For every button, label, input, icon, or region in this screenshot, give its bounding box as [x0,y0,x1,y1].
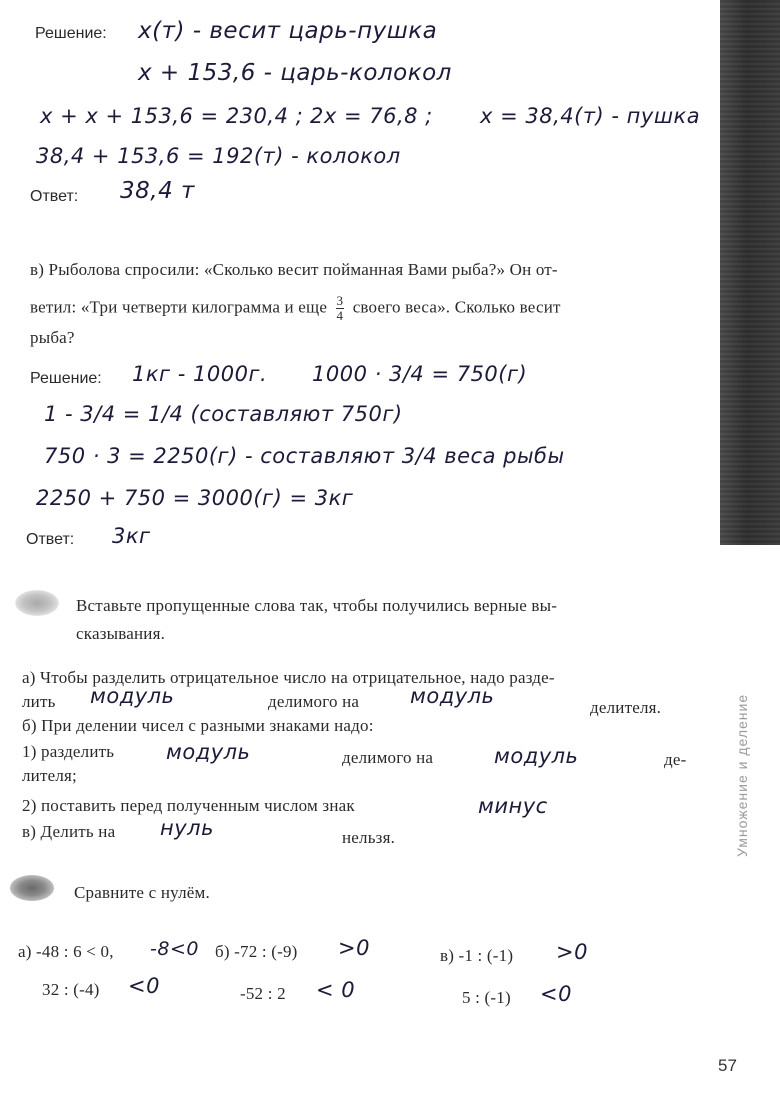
compare-row2-a-hand: <0 [128,974,160,998]
handwritten-b-line4: 38,4 + 153,6 = 192(т) - колокол [36,144,401,168]
fill-c-answer: нуль [160,816,214,840]
compare-b-hand: >0 [338,936,370,960]
fill-instruction-line1: Вставьте пропущенные слова так, чтобы получились верные вы- [76,596,558,615]
compare-row2-b-expr: -52 : 2 [240,984,286,1003]
fill-b1-start: 1) разделить [22,742,115,761]
compare-row2-a-expr: 32 : (-4) [42,980,100,999]
solution-label-b: Решение: [35,25,107,42]
task-number-icon-2 [10,875,54,901]
page-number: 57 [718,1056,737,1075]
answer-label-b: Ответ: [30,188,79,205]
fill-b1-cont: лителя; [22,766,77,785]
fill-c-start: в) Делить на [22,822,116,841]
fill-b1-end: де- [664,750,687,769]
problem-c-text-line2-start: ветил: «Три четверти килограмма и еще [30,297,328,317]
compare-b-expr: б) -72 : (-9) [215,942,298,961]
compare-a-expr: а) -48 : 6 < 0, [18,942,114,961]
fill-b2-start: 2) поставить перед полученным числом знак [22,796,355,815]
chapter-side-text: Умножение и деление [734,693,750,857]
fill-b-line: б) При делении чисел с разными знаками надо: [22,716,374,735]
problem-c-text-line2 [30,294,561,323]
handwritten-b-line3c: x = 38,4(т) - пушка [480,104,701,128]
compare-c-expr: в) -1 : (-1) [440,946,514,965]
fill-b1-answer1: модуль [166,740,251,764]
fill-a-end: делителя. [590,698,662,717]
handwritten-c-sol3: 750 · 3 = 2250(г) - составляют 3/4 веса рыбы [44,444,565,468]
fraction-numerator: 3 [336,293,344,308]
fill-c-end: нельзя. [342,828,396,847]
compare-c-hand: >0 [556,940,588,964]
answer-label-c: Ответ: [26,531,75,548]
fraction-denominator: 4 [336,308,344,323]
fill-instruction-line2: сказывания. [76,624,166,643]
fill-b1-answer2: модуль [494,744,579,768]
compare-row2-c-hand: <0 [540,982,572,1006]
handwritten-c-sol1b: 1000 · 3/4 = 750(г) [312,362,528,386]
fill-a-answer1: модуль [90,684,175,708]
problem-c-text-line2-end: своего веса». Сколько весит [352,297,561,317]
fraction-three-quarters [336,294,345,323]
task-number-icon [15,590,59,616]
compare-row2-c-expr: 5 : (-1) [462,988,511,1007]
fill-b2-answer: минус [478,794,548,818]
solution-label-c: Решение: [30,370,102,387]
handwritten-b-line3a: x + x + 153,6 = 230,4 ; [40,104,304,128]
page-edge-strip [720,0,780,545]
fill-a-mid: делимого на [268,692,360,711]
compare-row2-b-hand: < 0 [316,978,356,1002]
problem-c-text-line1: в) Рыболова спросили: «Сколько весит пойманная Вами рыба?» Он от- [30,260,558,279]
handwritten-b-answer: 38,4 т [120,178,195,204]
handwritten-c-answer: 3кг [112,524,151,548]
fill-b1-mid: делимого на [342,748,434,767]
handwritten-c-sol2: 1 - 3/4 = 1/4 (составляют 750г) [44,402,403,426]
problem-c-text-line3: рыба? [30,328,75,347]
fill-a-answer2: модуль [410,684,495,708]
compare-a-hand: -8<0 [150,938,199,960]
compare-title: Сравните с нулём. [74,883,210,902]
fill-a-line1: а) Чтобы разделить отрицательное число на отрицательное, надо разде- [22,668,555,687]
handwritten-b-line2: x + 153,6 - царь-колокол [138,60,452,86]
handwritten-b-line3b: 2x = 76,8 ; [310,104,433,128]
handwritten-b-line1: x(т) - весит царь-пушка [138,18,438,44]
handwritten-c-sol1a: 1кг - 1000г. [132,362,268,386]
fill-a-start: лить [22,692,56,711]
handwritten-c-sol4: 2250 + 750 = 3000(г) = 3кг [36,486,354,510]
